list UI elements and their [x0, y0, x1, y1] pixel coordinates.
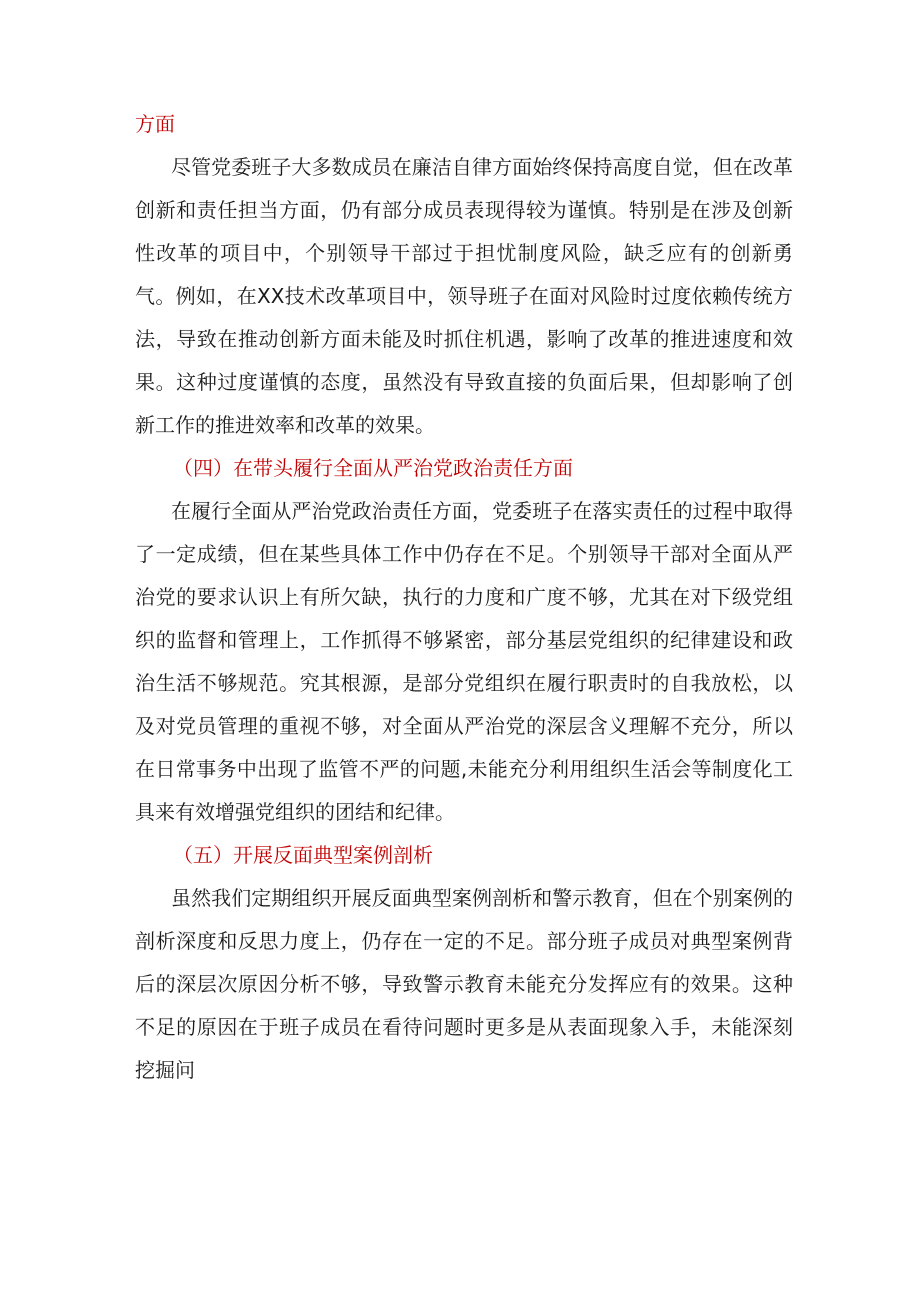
- paragraph-reform-innovation: 尽管党委班子大多数成员在廉洁自律方面始终保持高度自觉，但在改革创新和责任担当方面，仍有部分成员表现得较为谨慎。特别是在涉及创新性改革的项目中，个别领导干部过于担忧制度风险，缺乏应有的创新勇气。例如，在XX技术改革项目中，领导班子在面对风险时过度依赖传统方法，导致在推动创新方面未能及时抓住机遇，影响了改革的推进速度和效果。这种过度谨慎的态度，虽然没有导致直接的负面后果，但却影响了创新工作的推进效率和改革的效果。: [135, 155, 793, 437]
- section-heading-5: （五）开展反面典型案例剖析: [173, 843, 433, 867]
- section-heading-continuation: 方面: [135, 112, 175, 136]
- section-heading-4: （四）在带头履行全面从严治党政治责任方面: [173, 456, 573, 480]
- paragraph-party-governance: 在履行全面从严治党政治责任方面，党委班子在落实责任的过程中取得了一定成绩，但在某些具体工作中仍存在不足。个别领导干部对全面从严治党的要求认识上有所欠缺，执行的力度和广度不够，尤其在对下级党组织的监督和管理上，工作抓得不够紧密，部分基层党组织的纪律建设和政治生活不够规范。究其根源，是部分党组织在履行职责时的自我放松，以及对党员管理的重视不够，对全面从严治党的深层含义理解不充分，所以在日常事务中出现了监管不严的问题,未能充分利用组织生活会等制度化工具来有效增强党组织的团结和纪律。: [135, 499, 793, 824]
- paragraph-case-analysis: 虽然我们定期组织开展反面典型案例剖析和警示教育，但在个别案例的剖析深度和反思力度上，仍存在一定的不足。部分班子成员对典型案例背后的深层次原因分析不够，导致警示教育未能充分发挥应有的效果。这种不足的原因在于班子成员在看待问题时更多是从表面现象入手，未能深刻挖掘问: [135, 886, 793, 1082]
- document-body: [135, 103, 793, 1092]
